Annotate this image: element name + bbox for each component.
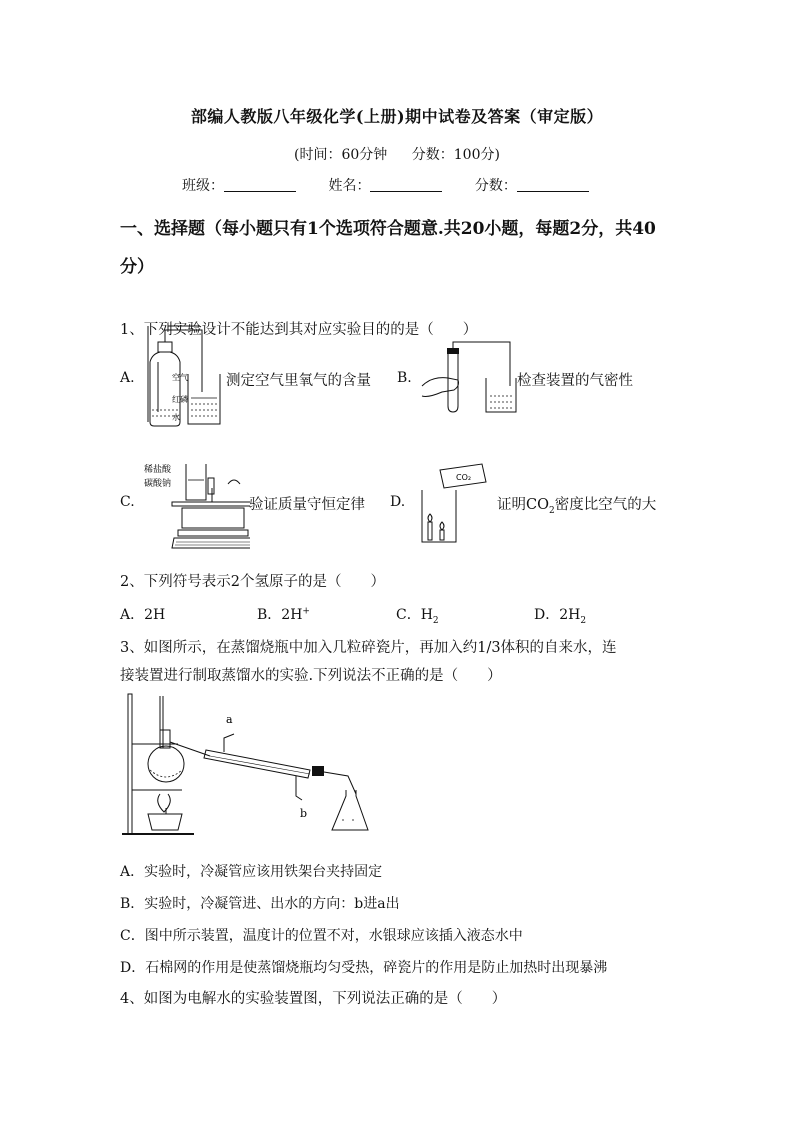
class-label: 班级： xyxy=(182,178,224,194)
q1-option-a-letter: A. xyxy=(120,370,135,386)
q2-option-a: A．2H xyxy=(120,607,166,623)
q1-d-label-co2: CO₂ xyxy=(456,473,472,482)
q1-d-caption-post: 密度比空气的大 xyxy=(554,497,657,513)
q2-option-d xyxy=(534,604,586,626)
q1-c-label-acid: 稀盐酸 xyxy=(144,465,172,475)
q3-option-b: B．实验时，冷凝管进、出水的方向：b进a出 xyxy=(120,896,400,912)
q1-option-a-caption: 测定空气里氧气的含量 xyxy=(226,373,371,389)
name-label: 姓名： xyxy=(328,178,371,194)
mark-blank[interactable] xyxy=(517,177,589,192)
q2-option-b xyxy=(257,604,310,624)
q1-a-label-air: 空气 xyxy=(172,373,188,382)
q1-option-d-caption xyxy=(497,493,656,516)
q2-option-b-text: B．2H xyxy=(257,607,303,623)
q2-option-d-text: D．2H xyxy=(534,607,581,623)
q2-option-c xyxy=(396,604,439,626)
q1-d-caption-sub: 2 xyxy=(548,505,555,516)
q1-option-c-letter: C. xyxy=(120,494,135,510)
section-heading: 一、选择题（每小题只有1个选项符合题意.共20小题，每题2分，共40分） xyxy=(120,219,656,277)
q3-label-a: a xyxy=(226,713,233,726)
question-3-stem-line-1: 3、如图所示，在蒸馏烧瓶中加入几粒碎瓷片，再加入约1/3体积的自来水，连 xyxy=(120,640,617,656)
q1-a-label-water: 水 xyxy=(172,413,180,422)
page-title: 部编人教版八年级化学(上册)期中试卷及答案（审定版） xyxy=(190,107,604,126)
q1-d-co2-density-apparatus xyxy=(416,460,490,546)
q3-label-b: b xyxy=(300,807,308,820)
q3-distillation-apparatus xyxy=(120,690,372,840)
q1-option-b-letter: B. xyxy=(397,370,412,386)
q1-a-oxygen-apparatus xyxy=(140,322,226,430)
q1-c-label-carbonate: 碳酸钠 xyxy=(144,479,172,489)
q3-option-d: D．石棉网的作用是使蒸馏烧瓶均匀受热，碎瓷片的作用是防止加热时出现暴沸 xyxy=(120,960,608,976)
name-blank[interactable] xyxy=(370,177,442,192)
question-3-stem-line-2: 接装置进行制取蒸馏水的实验.下列说法不正确的是（ ） xyxy=(120,668,502,684)
question-1-stem: 1、下列实验设计不能达到其对应实验目的的是（ ） xyxy=(120,322,478,338)
q3-option-c: C．图中所示装置，温度计的位置不对，水银球应该插入液态水中 xyxy=(120,928,523,944)
exam-time: (时间：60分钟 xyxy=(294,147,388,163)
q2-option-b-sup: + xyxy=(302,606,310,617)
mark-label: 分数： xyxy=(474,178,517,194)
q3-option-a: A．实验时，冷凝管应该用铁架台夹持固定 xyxy=(120,864,383,880)
question-2-stem: 2、下列符号表示2个氢原子的是（ ） xyxy=(120,574,385,590)
q1-option-b-caption: 检查装置的气密性 xyxy=(517,373,633,389)
q2-option-c-sub: 2 xyxy=(432,615,439,626)
q1-option-d-letter: D. xyxy=(390,494,406,510)
q1-option-c-caption: 验证质量守恒定律 xyxy=(249,497,365,513)
q2-option-d-sub: 2 xyxy=(580,615,587,626)
exam-total-score: 分数：100分) xyxy=(411,147,500,163)
q1-b-airtightness-apparatus xyxy=(418,338,518,416)
question-4-stem: 4、如图为电解水的实验装置图，下列说法正确的是（ ） xyxy=(120,991,507,1007)
q2-option-c-text: C．H xyxy=(396,607,433,623)
exam-meta xyxy=(0,144,794,164)
q1-c-mass-conservation-apparatus xyxy=(142,458,250,552)
class-blank[interactable] xyxy=(224,177,296,192)
q1-a-label-phosphorus: 红磷 xyxy=(172,395,188,404)
q1-d-caption-pre: 证明CO xyxy=(497,497,549,513)
student-info-row xyxy=(182,175,617,195)
